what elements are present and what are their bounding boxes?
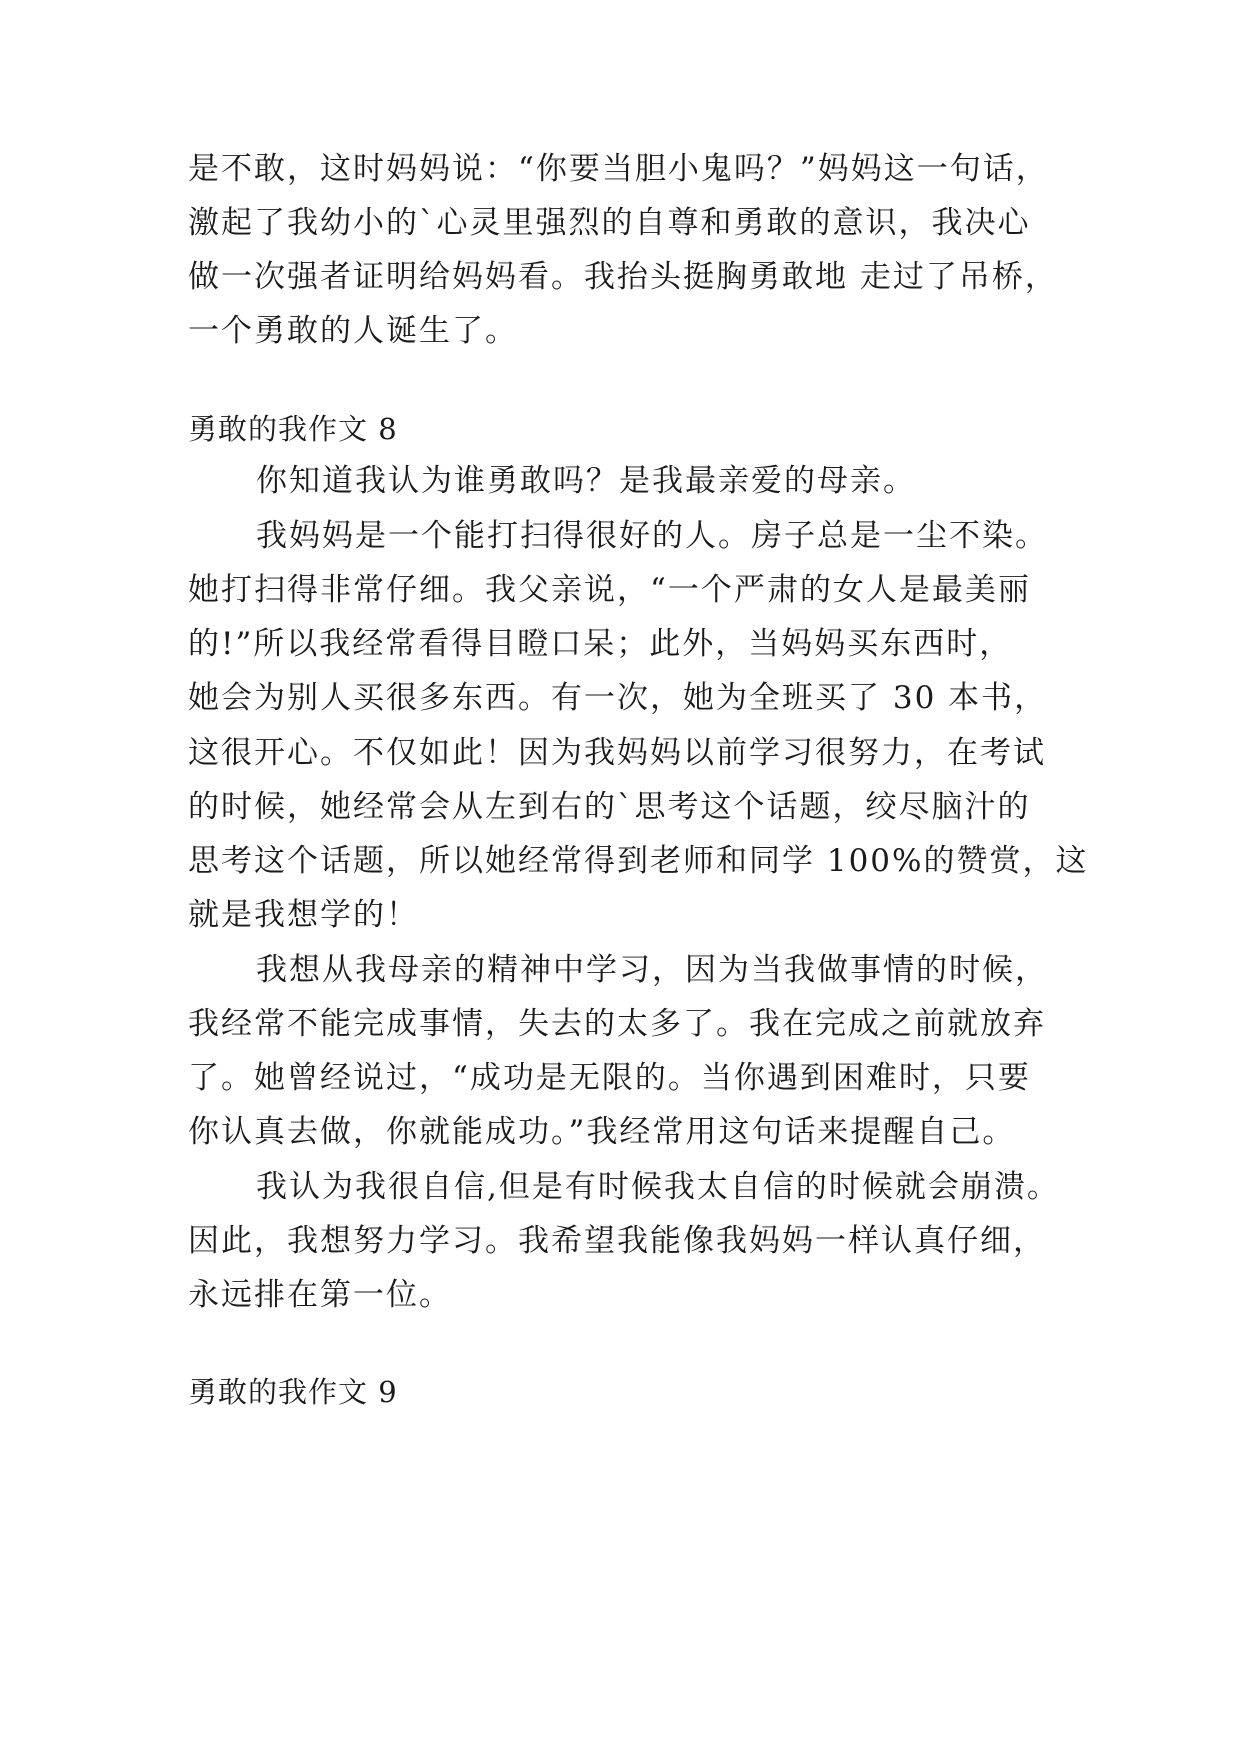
paragraph-line: 了。她曾经说过，“成功是无限的。当你遇到困难时，只要 [188, 1060, 1031, 1096]
paragraph-line: 做一次强者证明给妈妈看。我抬头挺胸勇敢地 走过了吊桥， [188, 259, 1058, 295]
paragraph-line: 的时候，她经常会从左到右的`思考这个话题，绞尽脑汁的 [188, 789, 1031, 825]
paragraph-line: 我经常不能完成事情，失去的太多了。我在完成之前就放弃 [188, 1006, 1046, 1042]
paragraph-line: 永远排在第一位。 [188, 1277, 452, 1313]
paragraph-line: 我妈妈是一个能打扫得很好的人。房子总是一尘不染。 [256, 518, 1048, 554]
paragraph-line: 思考这个话题，所以她经常得到老师和同学 100%的赞赏，这 [188, 843, 1089, 879]
section-heading-8: 勇敢的我作文 8 [188, 412, 398, 446]
paragraph-line: 就是我想学的！ [188, 897, 419, 933]
section-heading-9: 勇敢的我作文 9 [188, 1375, 398, 1409]
paragraph-line: 她会为别人买很多东西。有一次，她为全班买了 30 本书， [188, 680, 1048, 716]
paragraph-line: 一个勇敢的人诞生了。 [188, 313, 518, 349]
paragraph-line: 我想从我母亲的精神中学习，因为当我做事情的时候， [256, 952, 1048, 988]
paragraph-line: 因此，我想努力学习。我希望我能像我妈妈一样认真仔细， [188, 1223, 1046, 1259]
paragraph-line: 我认为我很自信,但是有时候我太自信的时候就会崩溃。 [256, 1169, 1060, 1205]
paragraph-line: 你认真去做，你就能成功。”我经常用这句话来提醒自己。 [188, 1114, 1016, 1150]
paragraph-line: 的!”所以我经常看得目瞪口呆；此外，当妈妈买东西时， [188, 626, 1013, 662]
paragraph-line: 这很开心。不仅如此！因为我妈妈以前学习很努力，在考试 [188, 735, 1046, 771]
paragraph-line: 是不敢，这时妈妈说：“你要当胆小鬼吗？”妈妈这一句话， [188, 151, 1049, 187]
paragraph-line: 激起了我幼小的`心灵里强烈的自尊和勇敢的意识，我决心 [188, 205, 1031, 241]
paragraph-line: 她打扫得非常仔细。我父亲说，“一个严肃的女人是最美丽 [188, 572, 1031, 608]
paragraph-line: 你知道我认为谁勇敢吗？是我最亲爱的母亲。 [256, 463, 916, 499]
